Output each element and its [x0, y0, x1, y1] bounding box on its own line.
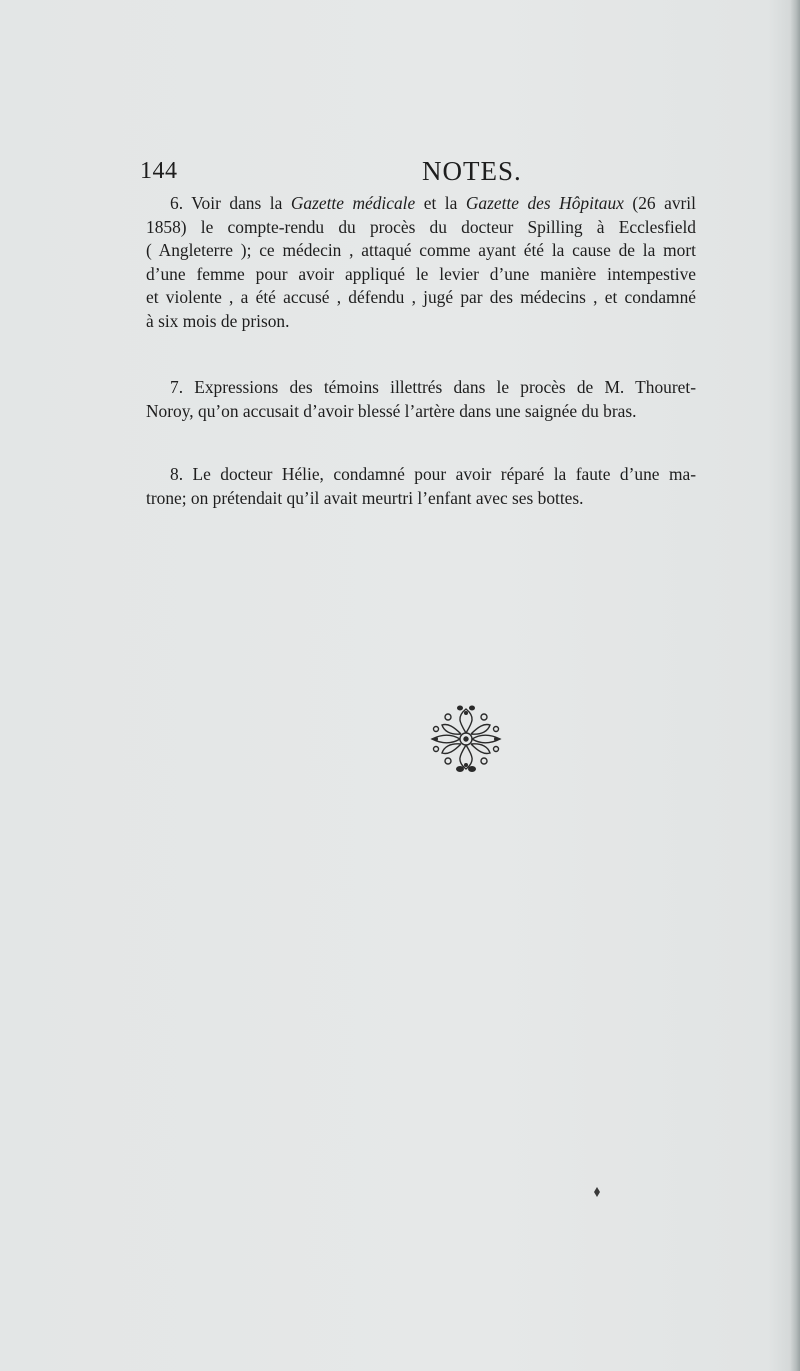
note-line: [146, 400, 696, 424]
note-text: 6. Voir dans la: [170, 193, 291, 213]
note-text: et violente , a été accusé , défendu , jugé par des médecins , et condamné: [146, 287, 696, 307]
note-7: [146, 376, 696, 423]
note-8: [146, 463, 696, 510]
note-text: 1858) le compte-rendu du procès du docteur Spilling à Ecclesfield: [146, 216, 696, 237]
running-head: NOTES.: [422, 156, 522, 186]
note-line: [170, 376, 696, 400]
note-line: [146, 216, 696, 240]
journal-title: Gazette des Hôpitaux: [465, 193, 624, 213]
note-6: [146, 192, 696, 333]
journal-title: Gazette médicale: [290, 193, 416, 213]
note-line: [146, 487, 696, 511]
note-text: 7. Expressions des témoins illettrés dans le procès de M. Thouret-: [170, 377, 696, 397]
ink-speck: [591, 1186, 603, 1198]
note-line: [146, 310, 696, 334]
note-text: à six mois de prison.: [146, 310, 290, 331]
page-edge-shadow: [790, 0, 800, 1371]
fleuron-icon: [426, 703, 506, 775]
note-text: ( Angleterre ); ce médecin , attaqué comme ayant été la cause de la mort: [146, 240, 696, 260]
note-text: 8. Le docteur Hélie, condamné pour avoir réparé la faute d’une ma-: [170, 464, 696, 484]
note-text: Noroy, qu’on accusait d’avoir blessé l’artère dans une saignée du bras.: [146, 400, 637, 421]
note-text: d’une femme pour avoir appliqué le levier d’une manière intempestive: [146, 263, 696, 284]
note-text: et la: [415, 193, 466, 213]
note-line: [170, 192, 696, 216]
note-line: [146, 286, 696, 310]
note-line: [146, 263, 696, 287]
note-text: trone; on prétendait qu’il avait meurtri l’enfant avec ses bottes.: [146, 487, 584, 508]
note-text: (26 avril: [623, 193, 696, 213]
note-line: [146, 239, 696, 263]
note-line: [170, 463, 696, 487]
page-number: 144: [140, 158, 178, 184]
